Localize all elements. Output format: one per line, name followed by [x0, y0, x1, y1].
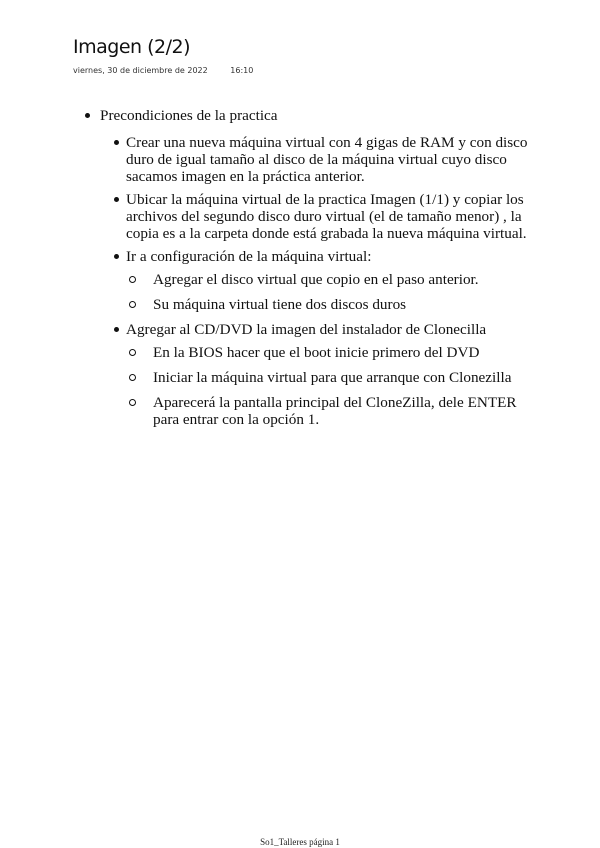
list-item-text: Aparecerá la pantalla principal del CloneZilla, dele ENTER para entrar con la opción 1. — [153, 394, 517, 428]
bullet-icon — [114, 327, 119, 332]
page-title: Imagen (2/2) — [73, 36, 190, 58]
sublist — [126, 271, 544, 313]
page-time: 16:10 — [230, 66, 254, 75]
bullet-icon — [114, 140, 119, 145]
hollow-bullet-icon — [129, 276, 136, 283]
list-item-preconditions — [84, 107, 544, 428]
outline-list — [84, 107, 544, 428]
list-item-text: Su máquina virtual tiene dos discos duros — [153, 296, 407, 313]
list-item — [126, 296, 544, 313]
list-item — [100, 134, 544, 185]
list-item-text: Agregar el disco virtual que copio en el paso anterior. — [153, 271, 479, 288]
hollow-bullet-icon — [129, 349, 136, 356]
hollow-bullet-icon — [129, 399, 136, 406]
sublist — [126, 344, 544, 428]
list-item — [126, 271, 544, 288]
bullet-icon — [114, 197, 119, 202]
list-item-text: Iniciar la máquina virtual para que arranque con Clonezilla — [153, 369, 512, 386]
hollow-bullet-icon — [129, 374, 136, 381]
list-item — [126, 344, 544, 361]
list-item — [126, 369, 544, 386]
list-item-text: Agregar al CD/DVD la imagen del instalador de Clonecilla — [126, 321, 487, 338]
list-item-text: Ubicar la máquina virtual de la practica Imagen (1/1) y copiar los archivos del segundo disco duro virtual (el de tamaño menor) , la copia es a la carpeta donde está grabada la nueva máquina virtual. — [126, 191, 527, 242]
sublist — [100, 134, 544, 428]
page-metadata — [73, 66, 253, 75]
list-item-text: Ir a configuración de la máquina virtual: — [126, 248, 372, 265]
note-content — [84, 107, 544, 436]
list-item — [126, 394, 544, 428]
bullet-icon — [85, 113, 90, 118]
list-item-text: En la BIOS hacer que el boot inicie primero del DVD — [153, 344, 480, 361]
bullet-icon — [114, 254, 119, 259]
list-item — [100, 248, 544, 313]
list-item-text: Crear una nueva máquina virtual con 4 gigas de RAM y con disco duro de igual tamaño al disco de la máquina virtual cuyo disco sacamos imagen en la práctica anterior. — [126, 134, 528, 185]
list-item — [100, 191, 544, 242]
page-footer: So1_Talleres página 1 — [260, 837, 340, 847]
list-item-text: Precondiciones de la practica — [100, 107, 278, 124]
page-date: viernes, 30 de diciembre de 2022 — [73, 66, 208, 75]
hollow-bullet-icon — [129, 301, 136, 308]
list-item — [100, 321, 544, 428]
